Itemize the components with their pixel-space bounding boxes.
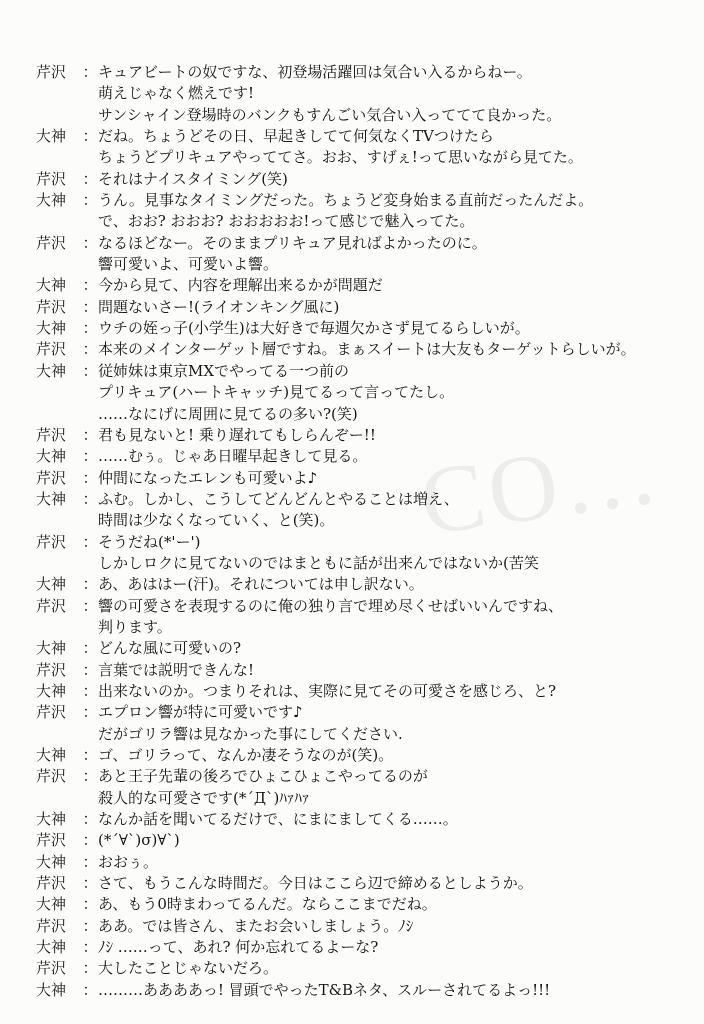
dialogue-line — [36, 574, 676, 595]
speaker-separator: ： — [82, 468, 98, 487]
line-text: あと王子先輩の後ろでひょこひょこやってるのが — [98, 767, 428, 786]
line-text: ……なにげに周囲に見てるの多い?(笑) — [98, 404, 358, 423]
dialogue-line — [36, 425, 676, 446]
dialogue-line — [36, 596, 676, 617]
dialogue-line — [36, 852, 676, 873]
dialogue-line — [36, 233, 676, 254]
dialogue-line — [36, 404, 676, 425]
dialogue-line — [36, 980, 676, 1001]
speaker-separator: ： — [82, 169, 98, 188]
dialogue-line — [36, 553, 676, 574]
dialogue-line — [36, 126, 676, 147]
line-text: 時間は少なくなっていく、と(笑)。 — [98, 511, 335, 530]
line-text: ウチの姪っ子(小学生)は大好きで毎週欠かさず見てるらしいが。 — [98, 319, 530, 338]
line-text: それはナイスタイミング(笑) — [98, 169, 288, 188]
speaker-name: 芹沢 — [36, 874, 67, 893]
line-text: 君も見ないと! 乗り遅れてもしらんぞー!! — [98, 425, 376, 444]
speaker-name: 芹沢 — [36, 169, 67, 188]
line-text: 出来ないのか。つまりそれは、実際に見てその可愛さを感じろ、と? — [98, 681, 557, 700]
line-text: プリキュア(ハートキャッチ)見てるって言ってたし。 — [98, 383, 455, 402]
speaker-separator: ： — [82, 980, 98, 999]
speaker-separator: ： — [82, 297, 98, 316]
dialogue-line — [36, 681, 676, 702]
dialogue-line — [36, 275, 676, 296]
speaker-separator: ： — [82, 810, 98, 829]
speaker-name: 大神 — [36, 447, 67, 466]
line-text: 響の可愛さを表現するのに俺の独り言で埋め尽くせばいいんですね、 — [98, 596, 564, 615]
speaker-separator: ： — [82, 340, 98, 359]
speaker-separator: ： — [82, 639, 98, 658]
speaker-separator: ： — [82, 938, 98, 957]
dialogue-line — [36, 190, 676, 211]
dialogue-line — [36, 468, 676, 489]
line-text: 従姉妹は東京MXでやってる一つ前の — [98, 361, 350, 380]
line-text: 問題ないさー!(ライオンキング風に) — [98, 297, 340, 316]
speaker-name: 芹沢 — [36, 959, 67, 978]
speaker-name: 芹沢 — [36, 660, 67, 679]
line-text: ふむ。しかし、こうしてどんどんとやることは増え、 — [98, 489, 459, 508]
line-text: さて、もうこんな時間だ。今日はここら辺で締めるとしようか。 — [98, 874, 533, 893]
dialogue-line — [36, 169, 676, 190]
speaker-name: 大神 — [36, 319, 67, 338]
line-text: うん。見事なタイミングだった。ちょうど変身始まる直前だったんだよ。 — [98, 191, 594, 210]
dialogue-line — [36, 382, 676, 403]
line-text: なんか話を聞いてるだけで、にまにましてくる……。 — [98, 810, 458, 829]
speaker-name: 芹沢 — [36, 703, 67, 722]
line-text: おおぅ。 — [98, 852, 159, 871]
line-text: どんな風に可愛いの? — [98, 639, 242, 658]
line-text: 本来のメインターゲット層ですね。まぁスイートは大友もターゲットらしいが。 — [98, 340, 636, 359]
speaker-name: 芹沢 — [36, 767, 67, 786]
dialogue-line — [36, 147, 676, 168]
speaker-name: 大神 — [36, 276, 67, 295]
dialogue-line — [36, 958, 676, 979]
line-text: あ、もう0時まわってるんだ。ならここまでだね。 — [98, 895, 437, 914]
speaker-separator: ： — [82, 895, 98, 914]
line-text: だね。ちょうどその日、早起きしてて何気なくTVつけたら — [98, 127, 494, 146]
dialogue-line — [36, 745, 676, 766]
dialogue-line — [36, 254, 676, 275]
dialogue-line — [36, 809, 676, 830]
speaker-separator: ： — [82, 575, 98, 594]
dialogue-line — [36, 702, 676, 723]
line-text: 萌えじゃなく燃えです! — [98, 84, 255, 103]
speaker-name: 大神 — [36, 852, 67, 871]
speaker-separator: ： — [82, 874, 98, 893]
line-text: キュアビートの奴ですな、初登場活躍回は気合い入るからねー。 — [98, 63, 532, 81]
line-text: ゴ、ゴリラって、なんか凄そうなのが(笑)。 — [98, 746, 394, 764]
speaker-separator: ： — [82, 746, 98, 764]
faint-background-print: CO… — [413, 415, 668, 556]
dialogue-line — [36, 617, 676, 638]
speaker-name: 芹沢 — [36, 297, 67, 316]
dialogue-line — [36, 724, 676, 745]
dialogue-line — [36, 510, 676, 531]
speaker-name: 芹沢 — [36, 425, 67, 444]
speaker-separator: ： — [82, 489, 98, 508]
dialogue-line — [36, 105, 676, 126]
dialogue-line — [36, 446, 676, 467]
speaker-separator: ： — [82, 233, 98, 252]
dialogue-line — [36, 339, 676, 360]
speaker-name: 大神 — [36, 895, 67, 914]
speaker-separator: ： — [82, 532, 98, 551]
speaker-name: 大神 — [36, 361, 67, 380]
speaker-name: 大神 — [36, 746, 67, 764]
speaker-name: 大神 — [36, 681, 67, 700]
dialogue-line — [36, 62, 676, 83]
line-text: 殺人的な可愛さです(*´Д`)ﾊｧﾊｧ — [98, 788, 310, 807]
speaker-separator: ： — [82, 703, 98, 722]
line-text: 言葉では説明できんな! — [98, 660, 255, 679]
speaker-separator: ： — [82, 127, 98, 146]
dialogue-line — [36, 937, 676, 958]
dialogue-line — [36, 297, 676, 318]
dialogue-line — [36, 489, 676, 510]
speaker-name: 芹沢 — [36, 468, 67, 487]
speaker-separator: ： — [82, 276, 98, 295]
line-text: ああ。では皆さん、またお会いしましょう。ﾉｼ — [98, 916, 414, 935]
speaker-name: 大神 — [36, 810, 67, 829]
line-text: なるほどなー。そのままプリキュア見ればよかったのに。 — [98, 233, 487, 252]
dialogue-line — [36, 211, 676, 232]
line-text: ……むぅ。じゃあ日曜早起きして見る。 — [98, 447, 368, 466]
dialogue-line — [36, 894, 676, 915]
speaker-separator: ： — [82, 831, 98, 850]
dialogue-line — [36, 916, 676, 937]
speaker-name: 大神 — [36, 191, 67, 210]
line-text: 判ります。 — [98, 617, 172, 636]
speaker-separator: ： — [82, 959, 98, 978]
speaker-separator: ： — [82, 447, 98, 466]
speaker-name: 芹沢 — [36, 831, 67, 850]
dialogue-line — [36, 83, 676, 104]
speaker-name: 大神 — [36, 127, 67, 146]
speaker-name: 芹沢 — [36, 340, 67, 359]
dialogue-line — [36, 766, 676, 787]
line-text: 仲間になったエレンも可愛いよ♪ — [98, 468, 318, 487]
line-text: 大したことじゃないだろ。 — [98, 959, 279, 978]
speaker-name: 大神 — [36, 489, 67, 508]
speaker-name: 大神 — [36, 938, 67, 957]
speaker-name: 芹沢 — [36, 532, 67, 551]
line-text: そうだね(*'ー') — [98, 532, 201, 551]
line-text: エプロン響が特に可愛いです♪ — [98, 703, 303, 722]
dialogue-line — [36, 788, 676, 809]
speaker-separator: ： — [82, 319, 98, 338]
speaker-separator: ： — [82, 767, 98, 786]
speaker-separator: ： — [82, 916, 98, 935]
dialogue-line — [36, 660, 676, 681]
speaker-separator: ： — [82, 681, 98, 700]
line-text: で、おお? おおお? おおおおお!って感じで魅入ってた。 — [98, 212, 475, 231]
speaker-separator: ： — [82, 852, 98, 871]
dialogue-line — [36, 361, 676, 382]
line-text: だがゴリラ響は見なかった事にしてください. — [98, 724, 403, 743]
line-text: 今から見て、内容を理解出来るかが問題だ — [98, 276, 383, 295]
speaker-separator: ： — [82, 660, 98, 679]
speaker-name: 芹沢 — [36, 233, 67, 252]
dialogue-line — [36, 318, 676, 339]
speaker-separator: ： — [82, 63, 98, 81]
dialogue-line — [36, 532, 676, 553]
speaker-separator: ： — [82, 425, 98, 444]
line-text: しかしロクに見てないのではまともに話が出来んではないか(苦笑 — [98, 553, 539, 572]
line-text: ちょうどプリキュアやっててさ。おお、すげぇ!って思いながら見てた。 — [98, 148, 583, 167]
dialogue-line — [36, 830, 676, 851]
speaker-name: 大神 — [36, 639, 67, 658]
line-text: 響可愛いよ、可愛いよ響。 — [98, 255, 279, 274]
speaker-separator: ： — [82, 191, 98, 210]
line-text: (*´∀`)σ)∀`) — [98, 831, 180, 850]
speaker-separator: ： — [82, 361, 98, 380]
speaker-name: 大神 — [36, 575, 67, 594]
speaker-separator: ： — [82, 596, 98, 615]
speaker-name: 芹沢 — [36, 916, 67, 935]
dialogue-line — [36, 638, 676, 659]
dialogue-line — [36, 873, 676, 894]
speaker-name: 芹沢 — [36, 63, 67, 81]
speaker-name: 大神 — [36, 980, 67, 999]
line-text: ﾉｼ ……って、あれ? 何か忘れてるよーな? — [98, 938, 379, 957]
line-text: ………ああああっ! 冒頭でやったT&Bネタ、スルーされてるよっ!!! — [98, 980, 551, 999]
line-text: あ、あははー(汗)。それについては申し訳ない。 — [98, 575, 424, 594]
speaker-name: 芹沢 — [36, 596, 67, 615]
dialogue-transcript — [36, 62, 676, 1001]
line-text: サンシャイン登場時のバンクもすんごい気合い入っててて良かった。 — [98, 105, 562, 124]
